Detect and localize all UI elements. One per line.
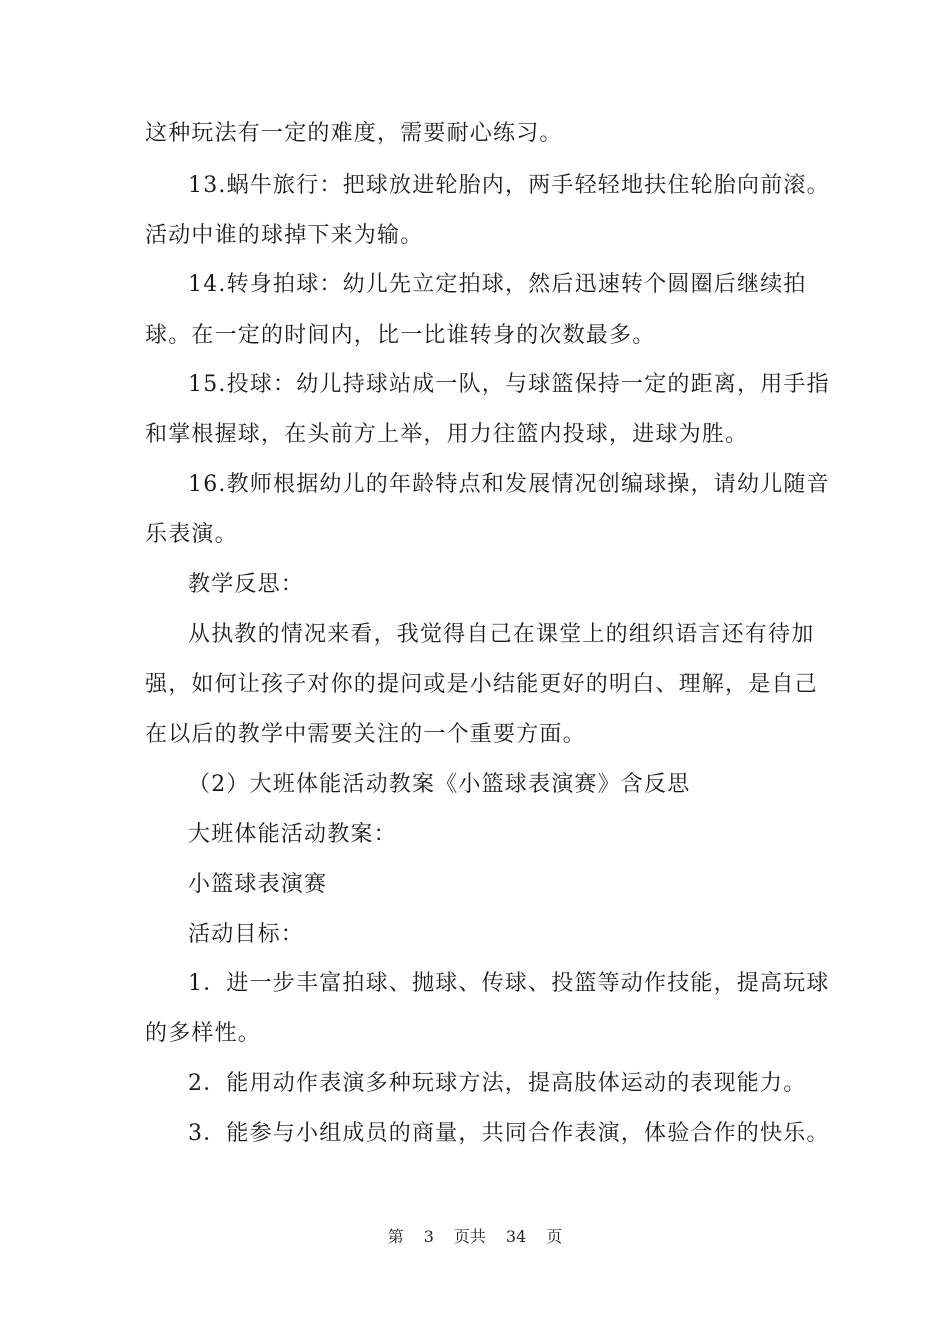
paragraph-line: 和掌根握球，在头前方上举，用力往篮内投球，进球为胜。: [145, 422, 749, 447]
paragraph-line: 13.蜗牛旅行：把球放进轮胎内，两手轻轻地扶住轮胎向前滚。: [188, 173, 830, 198]
list-item-continuation: 的多样性。: [145, 1021, 262, 1046]
footer-middle: 页共: [453, 1227, 486, 1246]
paragraph-line: 这种玩法有一定的难度，需要耐心练习。: [145, 121, 563, 146]
paragraph-line: 16.教师根据幼儿的年龄特点和发展情况创编球操，请幼儿随音: [188, 472, 830, 497]
paragraph-line: 14.转身拍球：幼儿先立定拍球，然后迅速转个圆圈后继续拍: [188, 272, 807, 297]
paragraph-line: 强，如何让孩子对你的提问或是小结能更好的明白、理解，是自己: [145, 672, 818, 697]
paragraph-line: 从执教的情况来看，我觉得自己在课堂上的组织语言还有待加: [188, 622, 815, 647]
list-item: 2．能用动作表演多种玩球方法，提高肢体运动的表现能力。: [188, 1071, 807, 1096]
footer-prefix: 第: [387, 1227, 404, 1246]
section-heading: （2）大班体能活动教案《小篮球表演赛》含反思: [188, 772, 691, 797]
section-heading: 小篮球表演赛: [188, 872, 328, 897]
page-footer: [0, 1226, 950, 1248]
section-heading: 大班体能活动教案：: [188, 822, 397, 847]
footer-page-number: 3: [423, 1227, 434, 1246]
list-item: 1．进一步丰富拍球、抛球、传球、投篮等动作技能，提高玩球: [188, 971, 830, 996]
paragraph-line: 在以后的教学中需要关注的一个重要方面。: [145, 722, 586, 747]
paragraph-line: 活动中谁的球掉下来为输。: [145, 223, 424, 248]
paragraph-line: 15.投球：幼儿持球站成一队，与球篮保持一定的距离，用手指: [188, 372, 830, 397]
section-heading: 活动目标：: [188, 922, 305, 947]
paragraph-line: 球。在一定的时间内，比一比谁转身的次数最多。: [145, 323, 656, 348]
paragraph-line: 乐表演。: [145, 522, 238, 547]
list-item: 3．能参与小组成员的商量，共同合作表演，体验合作的快乐。: [188, 1121, 830, 1146]
footer-total-pages: 34: [505, 1227, 527, 1246]
section-heading: 教学反思：: [188, 572, 305, 597]
footer-suffix: 页: [546, 1227, 563, 1246]
